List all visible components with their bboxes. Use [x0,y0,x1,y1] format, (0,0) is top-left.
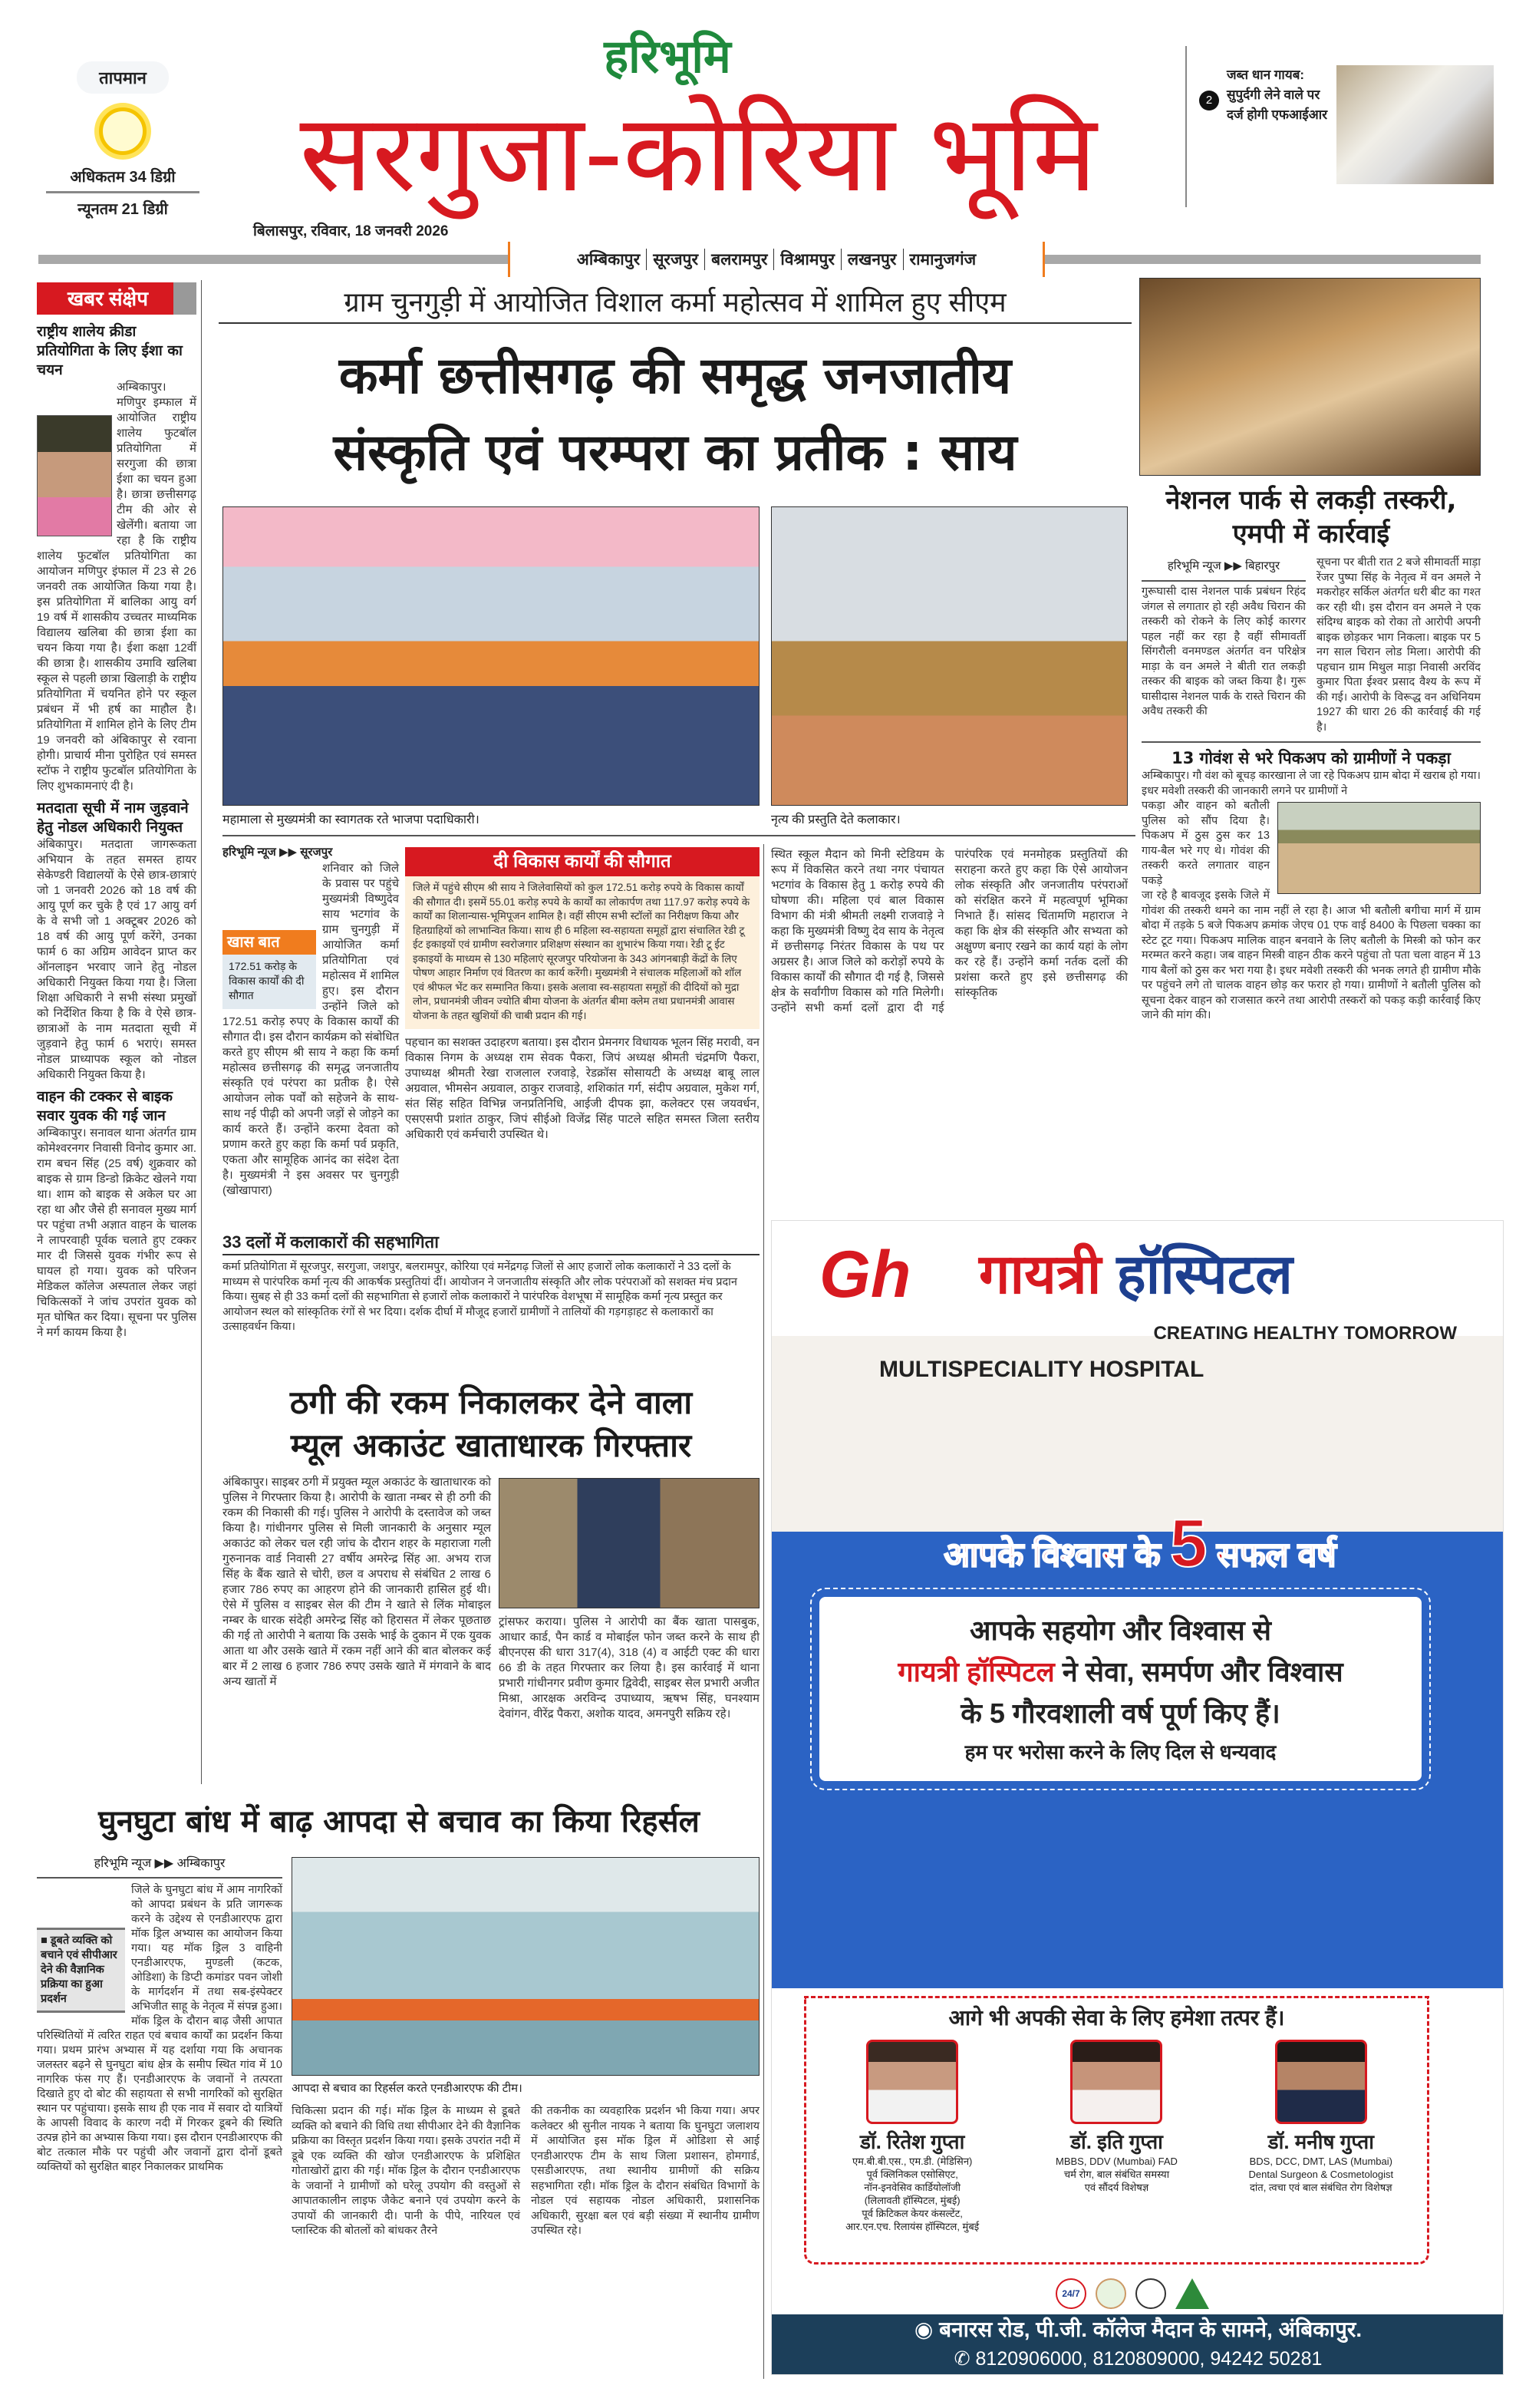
dance-photo [771,506,1128,806]
byline-place: सूरजपुर [300,846,333,859]
ad-address: बनारस रोड, पी.जी. कॉलेज मैदान के सामने, अंबिकापुर. [939,2317,1363,2341]
ad-phones[interactable]: 8120906000, 8120809000, 94242 50281 [975,2348,1323,2370]
teaser-photo [1336,65,1494,184]
dam-callout: ■ डूबते व्यक्ति को बचाने एवं सीपीआर देने की वैज्ञानिक प्रक्रिया का हुआ प्रदर्शन [37,1928,125,2013]
doctor-detail: नॉन-इनवेसिव कार्डियोलॉजी [864,2182,961,2193]
doctor-detail: एम.बी.बी.एस., एम.डी. (मेडिसिन) [852,2156,973,2167]
byline-source: हरिभूमि न्यूज [1167,559,1221,572]
doctor-detail: पूर्व क्लिनिकल एसोसिएट, [866,2169,958,2180]
news-brief-column [37,282,196,1341]
lead-headline-line: कर्मा छत्तीसगढ़ की समृद्ध जनजातीय [338,346,1012,405]
development-box [405,847,760,1029]
hospital-name [979,1236,1293,1313]
doctor-name: डॉ. इति गुप्ता [1070,2130,1163,2153]
badge-24x7-icon: 24/7 [1056,2278,1086,2309]
doctor-photo [1275,2040,1367,2124]
ad-msg-highlight: गायत्री हॉस्पिटल [898,1656,1055,1687]
banner-number: 5 [1169,1505,1208,1581]
byline-place: अम्बिकापुर [176,1857,226,1870]
brief-title: मतदाता सूची में नाम जुड़वाने हेतु नोडल अधिकारी नियुक्त [37,800,189,836]
lead-col2-wrap [405,847,760,1143]
city[interactable]: सूरजपुर [647,249,705,270]
lead-byline: हरिभूमि न्यूज ▶▶ सूरजपुर [222,846,333,859]
arrest-photo [499,1478,760,1608]
temp-min: न्यूनतम 21 डिग्री [77,201,168,218]
banner-text: आपके विश्वास के [944,1536,1161,1574]
timber-photo [1139,278,1481,476]
photo-caption: आपदा से बचाव का रिहर्सल करते एनडीआरएफ की टीम। [292,2082,522,2095]
rescue-photo [292,1857,760,2076]
byline-source: हरिभूमि न्यूज [222,846,276,859]
brief-body: अम्बिकापुर। सनावल थाना अंतर्गत ग्राम कोमेश्वरनगर निवासी विनोद कुमार आ. राम बचन सिंह (25 वर्ष) शुक्रवार को बाइक से ग्राम डिन्डो क्रिकेट खेलने गया था। शाम को बाइक से अकेल घर आ रहा था और जैसे ही सनावल मुख्य मार्ग पर पहुंचा तभी अज्ञात वाहन के चालक ने लापरवाही पूर्वक चलाते हुए टक्कर मार दी जिससे युवक गंभीर रूप से घायल हो गया। युवक को परिजन मेडिकल कॉलेज अस्पताल लेकर जहां चिकित्सकों ने जांच उपरांत युवक को मृत घोषित कर दिया। सूचना पर पुलिस ने मर्ग कायम किया है। [37,1126,196,1339]
banner-text: सफल वर्ष [1216,1536,1336,1574]
accreditation-badge-icon [1175,2278,1209,2309]
student-photo [37,415,112,536]
brief-title: राष्ट्रीय शालेय क्रीडा प्रतियोगिता के लिए ईशा का चयन [37,323,183,378]
hospital-logo-icon: Gh [819,1238,911,1311]
certification-badges [1056,2278,1209,2309]
ad-message-box [819,1597,1422,1781]
sun-icon [99,107,147,155]
park-headline: नेशनल पार्क से लकड़ी तस्करी, एमपी में कार्रवाई [1165,485,1457,549]
dateline: बिलासपुर, रविवार, 18 जनवरी 2026 [253,223,449,239]
location-pin-icon: ◉ [914,2317,940,2341]
hospital-name-1: गायत्री [979,1244,1102,1305]
ad-msg: आपके सहयोग और विश्वास से [969,1615,1272,1646]
doctor-detail: Dental Surgeon & Cosmetologist [1248,2169,1394,2180]
photo-caption: नृत्य की प्रस्तुति देते कलाकार। [771,813,901,826]
lead-headline-line: संस्कृति एवं परम्परा का प्रतीक : साय [333,423,1017,482]
doctor-photo [866,2040,958,2124]
doctor-name: डॉ. रितेश गुप्ता [859,2130,965,2153]
dam-body: चिकित्सा प्रदान की गई। मॉक ड्रिल के माध्यम से डूबते व्यक्ति को बचाने की विधि तथा सीपीआर देने की वैज्ञानिक प्रक्रिया का विस्तृत प्रदर्शन किया गया। इसके उपरांत नदी में डूबे एक व्यक्ति की खोज एनडीआरएफ के प्रशिक्षित गोताखोरों द्वारा की गई। मॉक ड्रिल के दौरान एनडीआरएफ के जवानों ने ग्रामीणों को घरेलू उपयोग की वस्तुओं से आपातकालीन लाइफ जैकेट बनाने एवं उपयोग करने के उपायों की जानकारी दी। पानी के पीपे, नारियल एवं प्लास्टिक की बोतलों को बांधकर तैरने [292,2105,520,2237]
city[interactable]: बलरामपुर [705,249,774,270]
dam-body: की तकनीक का व्यवहारिक प्रदर्शन भी किया गया। अपर कलेक्टर श्री सुनील नायक ने बताया कि घुनघुटा जलाशय में आयोजित इस मॉक ड्रिल में ओडिशा से आई एनडीआरएफ टीम के साथ जिला प्रशासन, होमगार्ड, एसडीआरएफ, तथा स्थानीय ग्रामीणों की सक्रिय सहभागिता रही। मॉक ड्रिल के दौरान संबंधित विभागों के नोडल एवं सहायक नोडल अधिकारी, प्रशासनिक अधिकारी, सुरक्षा बल एवं बड़ी संख्या में स्थानीय ग्रामीण उपस्थित रहे। [531,2105,760,2237]
edition-title: सरगुजा-कोरिया भूमि [299,91,1097,216]
ad-msg-text: ने सेवा, समर्पण और विश्वास [1054,1656,1343,1687]
byline-place: बिहारपुर [1245,559,1280,572]
park-body: गुरूघासी दास नेशनल पार्क प्रबंधन रिहंद जंगल से लगातार हो रही अवैध चिरान की तस्करी को रोकने के लिए कोई कारगर पहल नहीं कर रहा है वहीं सीमावर्ती सिंगरौली वनमण्डल अंतर्गत वन परिक्षेत्र माड़ा के वन अमले ने बीती रात लकड़ी तस्कर की बाइक को जब्त किया है। गुरू घासीदास नेशनल पार्क के रास्ते चिरान की अवैध तस्करी की [1142,586,1306,717]
dam-headline: घुनघुटा बांध में बाढ़ आपदा से बचाव का किया रिहर्सल [98,1804,700,1839]
lead-body-col3: स्थित स्कूल मैदान को मिनी स्टेडियम के रूप में विकसित करने तथा नगर पंचायत भटगांव के विकास हेतु 1 करोड़ रुपये की घोषणा की। महिला एवं बाल विकास विभाग की मंत्री श्रीमती लक्ष्मी राजवाड़े ने कहा कि मुख्यमंत्री विष्णु देव साय के नेतृत्व में छत्तीसगढ़ निरंतर विकास के पथ पर अग्रसर है। आज जिले को करोड़ों रुपये के विकास कार्यों की सौगात दी गई है, जिससे क्षेत्र के सर्वांगीण विकास को गति मिलेगी। उन्होंने सभी कर्मा दलों द्वारा दी गई पारंपरिक एवं मनमोहक प्रस्तुतियों की सराहना करते हुए कहा कि ऐसे आयोजन लोक संस्कृति और जनजातीय परंपराओं को संरक्षित करने में महत्वपूर्ण भूमिका निभाते हैं। सांसद चिंतामणि महाराज ने कहा कि क्षेत्र की संस्कृति और सभ्यता को अक्षुण्ण बनाए रखने का कार्य यहां के लोग कर रहे हैं। उन्होंने कर्मा नर्तक दलों की प्रशंसा करते हुए इसे छत्तीसगढ़ की सांस्कृतिक [771,848,1128,1014]
weather-box [46,61,199,230]
doctor-card [1221,2040,1421,2233]
city[interactable]: रामानुजगंज [909,251,977,269]
ad-msg: हम पर भरोसा करने के लिए दिल से धन्यवाद [964,1740,1277,1763]
phone-line [772,2345,1504,2373]
doctor-detail: आर.एन.एच. रिलायंस हॉस्पिटल, मुंबई [845,2221,980,2232]
city-list [508,242,1045,277]
lead-kicker: ग्राम चुनगुड़ी में आयोजित विशाल कर्मा महोत्सव में शामिल हुए सीएम [219,284,1132,324]
lead-body-col1: शनिवार को जिले के प्रवास पर पहुंचे मुख्यमंत्री विष्णुदेव साय भटगांव के ग्राम चुनगुड़ी में आयोजित कर्मा प्रतियोगिता एवं महोत्सव में शामिल हुए। इस दौरान उन्होंने जिले को 172.51 करोड़ रुपए के विकास कार्यों की सौगात दी। इस दौरान कार्यक्रम को संबोधित करते हुए सीएम श्री साय ने कहा कि कर्मा महोत्सव छत्तीसगढ़ की समृद्ध जनजातीय संस्कृति एवं परंपरा का प्रतीक है। ऐसे आयोजन लोक पर्वों को सहेजने के साथ-साथ नई पीढ़ी को अपनी जड़ों से जोड़ने का कार्य करते हैं। उन्होंने करमा देवता को प्रणाम करते हुए कहा कि कर्मा पर्व प्रकृति, एकता और सामूहिक आनंद का संदेश देता है। मुख्यमंत्री ने इस अवसर पर चुनगुड़ी (खोखापारा) [222,862,399,1197]
park-byline: हरिभूमि न्यूज ▶▶ बिहारपुर [1142,556,1306,582]
lead-headline [222,338,1128,491]
doctor-detail: एवं सौंदर्य विशेषज्ञ [1084,2182,1149,2193]
byline-source: हरिभूमि न्यूज [94,1857,152,1870]
park-columns [1142,556,1481,735]
cattle-body: पकड़ा और वाहन को बतौली पुलिस को सौंप दिया है। पिकअप में ठुस ठुस कर 13 गाय-बैल भरे गए थे। गोवंश की तस्करी करते लगातार वाहन पकड़े [1142,800,1270,887]
callout-text: डूबते व्यक्ति को बचाने एवं सीपीआर देने की वैज्ञानिक प्रक्रिया का हुआ प्रदर्शन [41,1935,117,2005]
brief-label: खबर संक्षेप [37,282,196,315]
khas-baat-box [222,930,316,1009]
ayushman-badge-icon [1096,2278,1126,2309]
ad-tagline: CREATING HEALTHY TOMORROW [1153,1323,1457,1344]
development-box-body: जिले में पहुंचे सीएम श्री साय ने जिलेवासियों को कुल 172.51 करोड़ रुपये के विकास कार्यों की सौगात दी। इसमें 55.01 करोड़ रुपये के कार्यों का लोकार्पण तथा 117.97 करोड़ रुपये के कार्यों का शिलान्यास-भूमिपूजन शामिल है। वहीं सीएम सभी स्टॉलों का निरीक्षण किया और हितग्राहियों को लाभान्वित किया। साथ ही 6 महिला स्व-सहायता समूहों द्वारा संचालित रेडी टू ईट इकाइयों एवं ग्रामीण स्वरोजगार प्रशिक्षण संस्थान का शुभारंभ किया गया। रेडी टू ईट इकाइयों के माध्यम से 130 महिलाएं सूरजपुर परियोजना के 343 आंगनबाड़ी केंद्रों के लिए पोषण आहार निर्माण एवं वितरण का कार्य करेंगी। मुख्यमंत्री ने संचालक महिलाओं को शॉल एवं श्रीफल भेंट कर सम्मानित किया। इसके अलावा स्व-सहायता समूहों की दीदियों को मुद्रा लोन, प्रधानमंत्री जीवन ज्योति बीमा योजना के अंतर्गत बीमा क्लेम तथा प्रधानमंत्री आवास योजना के तहत खुशियों की चाबी प्रदान की गई। [413,882,750,1021]
cattle-photo [1277,802,1481,894]
cattle-body: अम्बिकापुर। गौ वंश को बूचड़ कारखाना ले जा रहे पिकअप ग्राम बोदा में खराब हो गया। इधर मवेशी तस्करी की जानकारी लगने पर ग्रामीणों ने [1142,770,1481,797]
doctor-detail: पूर्व क्रिटिकल केयर कंसल्टेंट, [862,2208,963,2219]
teaser[interactable] [1185,46,1492,207]
teaser-text: जब्त धान गायब: सुपुर्दगी लेने वाले पर दर्ज होगी एफआईआर [1227,68,1328,122]
page-number-badge: 2 [1199,91,1219,111]
doctor-photo [1070,2040,1162,2124]
cm-welcome-photo [222,506,760,806]
city[interactable]: विश्रामपुर [774,249,842,270]
caption-rule [222,835,1135,836]
doctor-detail: MBBS, DDV (Mumbai) FAD [1056,2156,1178,2167]
phone-icon: ✆ [954,2348,976,2370]
doctor-name: डॉ. मनीष गुप्ता [1267,2130,1374,2153]
mule-headline-line: म्यूल अकाउंट खाताधारक गिरफ्तार [290,1427,692,1464]
mule-body: अंबिकापुर। साइबर ठगी में प्रयुक्त म्यूल अकाउंट के खाताधारक को पुलिस ने गिरफ्तार किया है। आरोपी के खाता नम्बर से ही ठगी की रकम की निकासी की गई। पुलिस ने आरोपी के दस्तावेज को जब्त किया है। गांधीनगर पुलिस से मिली जानकारी के अनुसार म्यूल अकाउंट को लेकर चल रही जांच के दौरान शहर के महाराजा गली गुरुनानक वार्ड निवासी 27 वर्षीय अमरेन्द्र सिंह आ. अभय राज सिंह के बैंक खाते से चोरी, छल व अपराध से संबंधित 2 लाख 6 हजार 786 रुपए का आहरण होने की जानकारी हासिल हुई थी। ऐसे में पुलिस व साइबर सेल की टीम ने खाते से लिंक मोबाइल नम्बर के धारक संदेही अमरेन्द्र सिंह को हिरासत में लेकर पूछताछ की गई तो आरोपी ने बताया कि उसके भाई के दुकान में एक युवक आता था और उसके खाते में रकम नहीं आने की बात बोलकर कई बार में 2 लाख 6 हजार 786 रुपए उसके खाते में मंगवाने के बाद अन्य खातों में [222,1476,491,1688]
ad-msg: के 5 गौरवशाली वर्ष पूर्ण किए हैं। [961,1697,1280,1729]
brief-title: वाहन की टक्कर से बाइक सवार युवक की गई जान [37,1088,173,1124]
service-line: आगे भी अपकी सेवा के लिए हमेशा तत्पर हैं। [948,2006,1285,2030]
doctor-card [1024,2040,1208,2233]
anniversary-banner [802,1505,1478,1582]
ad-footer [772,2314,1504,2375]
address-line [772,2314,1504,2345]
khas-baat-item: 172.51 करोड़ के विकास कार्यों की दी सौगात [229,960,305,1001]
dam-body: जिले के घुनघुटा बांध में आम नागरिकों को आपदा प्रबंधन के प्रति जागरूक करने के उद्देश्य से एनडीआरएफ द्वारा मॉक ड्रिल अभ्यास का आयोजन किया गया। यह मॉक ड्रिल 3 वाहिनी एनडीआरएफ, मुण्डली (कटक, ओडिशा) के डिप्टी कमांडर पवन जोशी के मार्गदर्शन में तथा सब-इंस्पेक्टर अभिजीत साहू के नेतृत्व में संपन्न हुआ। मॉक ड्रिल के दौरान बाढ़ जैसी आपात परिस्थितियों में त्वरित राहत एवं बचाव कार्यों का प्रदर्शन किया गया। प्रथम प्रारंभ अभ्यास में यह दर्शाया गया कि अचानक जलस्तर बढ़ने से घुनघुटा बांध क्षेत्र के समीप स्थित गांव में 10 नागरिक फंस गए हैं। एनडीआरएफ के जवानों ने तत्परता दिखाते हुए दो बोट की सहायता से सभी नागरिकों को सुरक्षित स्थान पर पहुंचाया। इसके साथ ही एक नाव में सवार दो यात्रियों के आपसी विवाद के कारण नदी में गिरकर डूबने की स्थिति उत्पन्न होने का अभ्यास किया गया। इस दौरान एनडीआरएफ की बोट तत्काल मौके पर पहुंची और जवानों द्वारा दोनों डूबते व्यक्तियों को सुरक्षित बाहर निकालकर प्राथमिक [37,1884,282,2173]
dam-col1 [37,1851,282,2175]
ad-type: MULTISPECIALITY HOSPITAL [879,1357,1204,1382]
khas-baat-label: खास बात [222,930,316,955]
sub-body: कर्मा प्रतियोगिता में सूरजपुर, सरगुजा, जशपुर, बलरामपुर, कोरिया एवं मनेंद्रगढ़ जिलों से आए हजारों लोक कलाकारों ने 33 दलों के माध्यम से पारंपरिक कर्मा नृत्य की आकर्षक प्रस्तुतियां दीं। आयोजन ने जनजातीय संस्कृति और लोक परंपराओं को सशक्त मंच प्रदान किया। सुबह से ही 33 कर्मा दलों की सहभागिता से हजारों लोक कलाकारों ने पारंपरिक वेशभूषा में सामूहिक कर्मा नृत्य प्रस्तुत कर आयोजन स्थल को सांस्कृतिक रंगों से भर दिया। दर्शक दीर्घा में मौजूद हजारों ग्रामीणों ने तालियों की गड़गड़ाहट से कलाकारों का उत्साहवर्धन किया। [222,1261,737,1333]
park-body: सूचना पर बीती रात 2 बजे सीमावर्ती माड़ा रेंजर पुष्पा सिंह के नेतृत्व में वन अमले ने मकरोहर सर्किल अंतर्गत धरी बीट का गश्त कर रही थी। इस दौरान वन अमले ने एक संदिग्ध बाइक को रोका तो आरोपी अपनी बाइक छोड़कर भाग निकला। बाइक पर 5 नग साल चिरान लोड मिला। आरोपी की पहचान ग्राम मिथुल माड़ा निवासी अरविंद कुमार पिता ईश्वर प्रसाद वैश्य के रूप में की गई। आरोपी के विरूद्ध वन अधिनियम 1927 की धारा 26 की कार्रवाई की गई है। [1316,556,1481,734]
lead-body-col4: पहचान का सशक्त उदाहरण बताया। इस दौरान प्रेमनगर विधायक भूलन सिंह मरावी, वन विकास निगम के अध्यक्ष राम सेवक पैकरा, जिपं अध्यक्ष श्रीमती चंद्रमणि पैकरा, उपाध्यक्ष श्रीमती रेखा राजलाल रजवाड़े, रेडक्रॉस सोसायटी के अध्यक्ष बाबू लाल अग्रवाल, भीमसेन अग्रवाल, ठाकुर राजवाड़े, शशिकांत गर्ग, संदीप अग्रवाल, मुकेश गर्ग, संत सिंह सहित विभिन्न जनप्रतिनिधि, आईजी दीपक झा, कलेक्टर एस जयवर्धन, एसएसपी प्रशांत ठाकुर, जिपं सीईओ विजेंद्र सिंह पाटले सहित समस्त जिला स्तरीय अधिकारी एवं कर्मचारी उपस्थित थे। [405,1036,760,1141]
city[interactable]: अम्बिकापुर [571,249,647,270]
dam-byline: हरिभूमि न्यूज ▶▶ अम्बिकापुर [37,1851,282,1879]
development-box-title: दी विकास कार्यों की सौगात [405,847,760,876]
cattle-body: जा रहे है बावजूद इसके जिले में गोवंश की तस्करी थमने का नाम नहीं ले रहा है। आज भी बतौली बगीचा मार्ग में ग्राम बोदा में तड़के 5 बजे पिकअप क्रमांक जेएच 01 एफ वाई 8400 के पिछला चक्का का स्टेट टूट गया। पिकअप मालिक वाहन बनवाने के लिए बतौली के मिस्त्री को फोन कर मरम्मत करने कहा। जब वाहन मिस्त्री वाहन ठीक करने पहुंचा तो पता चला वाहन में 13 गाय बैलों को ठुस कर भरा गया है। इधर मवेशी तस्करी की भनक लगते ही ग्रामीण मौके पर पहुंचने लगे तो चालक वाहन छोड़ कर फरार हो गया। ग्रामीणों ने बतौली पुलिस को सूचना देकर वाहन को राजसात करने तथा आरोपी तस्करों को पकड़ कड़ी कार्रवाई किए जाने की मांग की। [1142,889,1481,1021]
doctor-detail: चर्म रोग, बाल संबंधित समस्या [1063,2169,1170,2180]
brief-body: अम्बिकापुर। मणिपुर इम्फाल में आयोजित राष्ट्रीय शालेय फुटबॉल प्रतियोगिता में सरगुजा की छात्रा ईशा का चयन हुआ है। छात्रा छत्तीसगढ़ टीम की ओर से खेलेंगी। बताया जा रहा है कि राष्ट्रीय शालेय फुटबॉल प्रतियोगिता का आयोजन मणिपुर इंफाल में 23 से 26 जनवरी तक आयोजित किया गया है। इस प्रतियोगिता में बालिका आयु वर्ग 19 वर्ष में शासकीय उच्चतर माध्यमिक विद्यालय खलिबा की छात्रा ईशा का चयन किया गया है। ईशा कक्षा 12वीं की छात्रा है। शासकीय उमावि खलिबा स्कूल से पहली छात्रा खिलाड़ी के राष्ट्रीय प्रतियोगिता में चयनित होने पर स्कूल प्रबंधन में भी हर्ष का माहौल है। प्रतियोगिता में शामिल होने के लिए टीम 19 जनवरी को अंबिकापुर से रवाना होगी। प्राचार्य मीना पुरोहित एवं समस्त स्टॉफ ने राष्ट्रीय फुटबॉल प्रतियोगिता के लिए शुभकामनाएं दी है। [37,381,196,793]
ad-msg [819,1654,1422,1691]
temp-max: अधिकतम 34 डिग्री [46,166,199,193]
cattle-headline: 13 गोवंश से भरे पिकअप को ग्रामीणों ने पकड़ा [1171,749,1451,767]
doctor-detail: BDS, DCC, DMT, LAS (Mumbai) [1249,2156,1392,2167]
doctor-detail: दांत, त्वचा एवं बाल संबंधित रोग विशेषज्ञ [1250,2182,1392,2193]
lead-col1-wrap [222,844,399,1199]
city[interactable]: लखनपुर [842,249,904,270]
hospital-ad[interactable] [771,1220,1504,2375]
right-column-flow [1142,483,1481,1024]
doctor-card [812,2040,1012,2233]
temp-label: तापमान [77,61,169,94]
mule-body: ट्रांसफर कराया। पुलिस ने आरोपी का बैंक खाता पासबुक, आधार कार्ड, पैन कार्ड व मोबाईल फोन जब्त करने के साथ ही बीएनएस की धारा 317(4), 318 (4) व आईटी एक्ट की धारा 66 डी के तहत गिरफ्तार कर लिया है। इस कार्रवाई में थाना प्रभारी गांधीनगर प्रवीण कुमार द्विवेदी, साइबर सेल प्रभारी अजीत मिश्रा, आरक्षक अरविन्द उपाध्याय, ऋषभ सिंह, घनश्याम देवांगन, वीरेंद्र पैकरा, अशोक यादव, अमनपुरी सक्रिय रहे। [499,1615,760,1720]
hospital-name-2: हॉस्पिटल [1116,1244,1293,1305]
doctors-box [804,1996,1429,2265]
brief-body: अंबिकापुर। मतदाता जागरूकता अभियान के तहत समस्त हायर सेकेण्डरी विद्यालयों के ऐसे छात्र-छात्राएं जो 1 जनवरी 2026 को 18 वर्ष की आयु पूर्ण कर चुके है एवं 17 आयु वर्ग के वे सभी जो 1 अक्टूबर 2026 को 18 वर्ष की आयु पूर्ण करेंगे, उनका फार्म 6 का अग्रिम आवेदन प्राप्त कर ऑनलाइन भरवाए जाने हेतु नोडल अधिकारी नियुक्त किया गया है। जिला शिक्षा अधिकारी ने सभी संस्था प्रमुखों को निर्देशित किया है कि वे ऐसे छात्र-छात्राओं के नाम मतदाता सूची में जुड़वाने हेतु फार्म 6 भराएं। समस्त नोडल प्राध्यापक स्कूल को नोडल अधिकारी नियुक्त किया है। [37,838,196,1081]
photo-caption: महामाला से मुख्यमंत्री का स्वागतक रते भाजपा पदाधिकारी। [222,813,479,826]
health-insurance-badge-icon [1135,2278,1166,2309]
sub-heading: 33 दलों में कलाकारों की सहभागिता [222,1231,760,1255]
doctor-detail: (लिलावती हॉस्पिटल, मुंबई) [864,2195,961,2206]
mule-headline-line: ठगी की रकम निकालकर देने वाला [289,1384,693,1421]
brand-logo: हरिभूमि [604,31,731,82]
mule-headline [222,1381,760,1467]
